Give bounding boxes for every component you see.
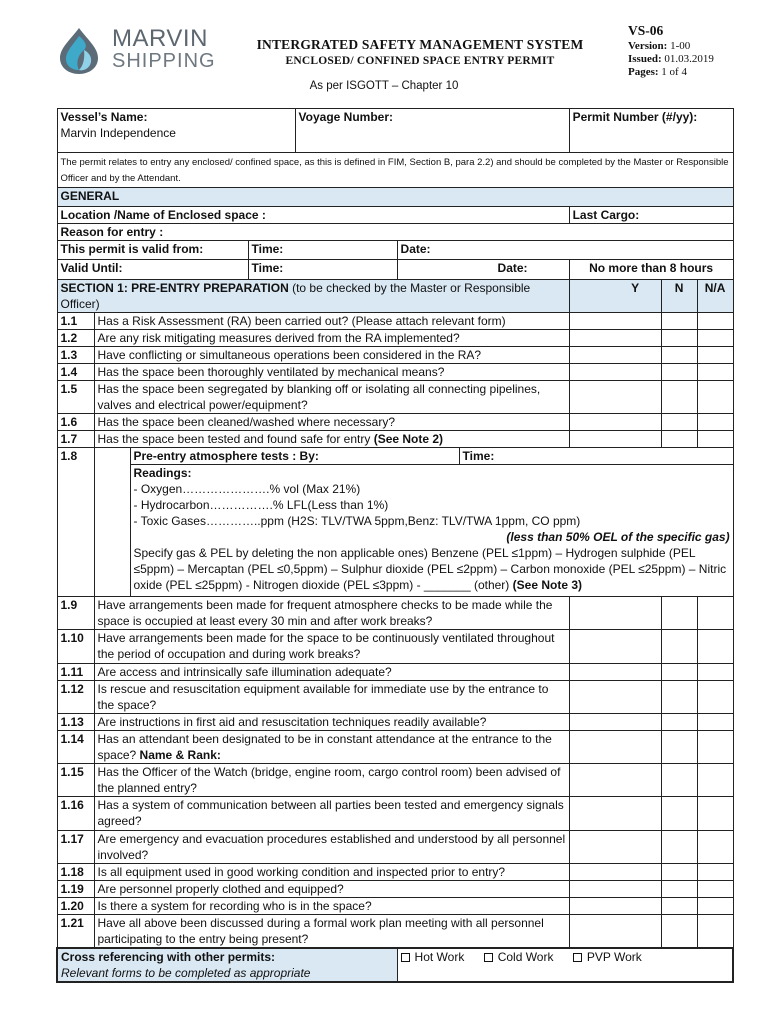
answer-n-cell[interactable]: [661, 313, 697, 330]
question-note: (See Note 2): [370, 432, 444, 446]
table-row: [57, 915, 733, 949]
answer-y-cell[interactable]: [569, 864, 661, 881]
question-number: 1.5: [57, 381, 94, 414]
cross-ref-sublabel: Relevant forms to be completed as appropriate: [61, 966, 311, 980]
checkbox-icon[interactable]: [401, 953, 410, 962]
answer-na-cell[interactable]: [697, 831, 733, 864]
question-text: Have arrangements been made for the space to be continuously ventilated throughout the period of occupation and during work breaks?: [94, 630, 569, 664]
answer-na-cell[interactable]: [697, 731, 733, 764]
answer-y-cell[interactable]: [569, 898, 661, 915]
vessel-value: Marvin Independence: [60, 126, 176, 140]
answer-na-cell[interactable]: [697, 864, 733, 881]
section1-title: SECTION 1: PRE-ENTRY PREPARATION: [60, 281, 289, 295]
table-row: [57, 864, 733, 881]
answer-y-cell[interactable]: [569, 664, 661, 681]
question-number: 1.18: [57, 864, 94, 881]
valid-from-label: This permit is valid from:: [57, 241, 248, 260]
question-text: Have all above been discussed during a formal work plan meeting with all personnel participating to the entry being present?: [94, 915, 569, 949]
answer-y-cell[interactable]: [569, 330, 661, 347]
table-row: [57, 465, 733, 597]
subtitle: As per ISGOTT – Chapter 10: [309, 80, 459, 92]
valid-until-date-field[interactable]: Date:: [397, 260, 569, 280]
col-y-header: [569, 280, 661, 313]
table-row: [57, 681, 733, 714]
answer-y-cell[interactable]: [569, 381, 661, 414]
table-row: [57, 898, 733, 915]
pages-value: 1 of 4: [661, 66, 687, 78]
question-text: Are emergency and evacuation procedures established and understood by all personnel involved?: [94, 831, 569, 864]
atmosphere-tests-by-field[interactable]: Pre-entry atmosphere tests : By:: [130, 448, 459, 465]
answer-n-cell[interactable]: [661, 714, 697, 731]
section1-subtitle: (to be checked by the Master or Responsible Officer): [60, 281, 531, 311]
max-hours-note: No more than 8 hours: [569, 260, 733, 280]
issued-value: 01.03.2019: [664, 53, 714, 65]
question-number: 1.13: [57, 714, 94, 731]
section1-heading: [57, 280, 569, 313]
answer-na-cell[interactable]: [697, 630, 733, 664]
question-number: 1.10: [57, 630, 94, 664]
table-row: [57, 381, 733, 414]
table-row: [57, 714, 733, 731]
answer-na-cell[interactable]: [697, 915, 733, 949]
answer-na-cell[interactable]: [697, 330, 733, 347]
last-cargo-field[interactable]: Last Cargo:: [569, 207, 733, 224]
option-hot-work[interactable]: [401, 950, 465, 964]
table-row: [57, 764, 733, 797]
question-text: Are access and intrinsically safe illumination adequate?: [94, 664, 569, 681]
table-row: [57, 831, 733, 864]
question-number: 1.6: [57, 414, 94, 431]
answer-na-cell[interactable]: [697, 664, 733, 681]
question-text: Has a Risk Assessment (RA) been carried out? (Please attach relevant form): [94, 313, 569, 330]
vessel-cell[interactable]: [57, 109, 295, 153]
answer-na-cell[interactable]: [697, 414, 733, 431]
answer-y-cell[interactable]: [569, 764, 661, 797]
option-cold-work[interactable]: [484, 950, 554, 964]
permit-options-cell: [397, 948, 733, 982]
cross-ref-cell: [57, 948, 397, 982]
table-row: [57, 448, 733, 465]
question-number: 1.16: [57, 797, 94, 831]
question-text-cell: [94, 731, 569, 764]
question-number: 1.4: [57, 364, 94, 381]
question-text: Has an attendant been designated to be in constant attendance at the entrance to the space?: [97, 732, 552, 762]
answer-na-cell[interactable]: [697, 347, 733, 364]
reason-field[interactable]: Reason for entry :: [57, 224, 733, 241]
readings-cell: [130, 465, 733, 597]
option-pvp-work-label: PVP Work: [586, 950, 642, 964]
answer-n-cell[interactable]: [661, 347, 697, 364]
answer-n-cell[interactable]: [661, 431, 697, 448]
answer-n-cell[interactable]: [661, 330, 697, 347]
question-text: Is there a system for recording who is in the space?: [94, 898, 569, 915]
col-na-header: N/A: [697, 280, 733, 313]
answer-y-cell[interactable]: [569, 714, 661, 731]
question-number: 1.7: [57, 431, 94, 448]
question-note: Name & Rank:: [136, 748, 221, 762]
answer-na-cell[interactable]: [697, 381, 733, 414]
answer-na-cell[interactable]: [697, 597, 733, 630]
question-text: Are instructions in first aid and resuscitation techniques readily available?: [94, 714, 569, 731]
col-y-label: Y: [631, 281, 640, 295]
answer-n-cell[interactable]: [661, 731, 697, 764]
reading-hydrocarbon: - Hydrocarbon…………….% LFL(Less than 1%): [133, 498, 389, 512]
question-number: 1.19: [57, 881, 94, 898]
answer-n-cell[interactable]: [661, 381, 697, 414]
valid-from-date-field[interactable]: Date:: [397, 241, 733, 260]
marvin-drop-logo-icon: [54, 26, 104, 76]
reading-toxic-gases: - Toxic Gases…………..ppm (H2S: TLV/TWA 5ppm,Benz: TLV/TWA 1ppm, CO ppm): [133, 514, 581, 528]
answer-y-cell[interactable]: [569, 681, 661, 714]
answer-na-cell[interactable]: [697, 681, 733, 714]
answer-n-cell[interactable]: [661, 597, 697, 630]
voyage-cell[interactable]: Voyage Number:: [295, 109, 569, 153]
answer-n-cell[interactable]: [661, 764, 697, 797]
answer-y-cell[interactable]: [569, 364, 661, 381]
table-row: [57, 797, 733, 831]
option-pvp-work[interactable]: [573, 950, 642, 964]
answer-y-cell[interactable]: [569, 431, 661, 448]
question-number: 1.20: [57, 898, 94, 915]
answer-y-cell[interactable]: [569, 347, 661, 364]
option-cold-work-label: Cold Work: [497, 950, 554, 964]
page-header: [0, 0, 768, 110]
answer-n-cell[interactable]: [661, 630, 697, 664]
answer-n-cell[interactable]: [661, 414, 697, 431]
question-number: 1.2: [57, 330, 94, 347]
valid-until-time-field[interactable]: Time:: [248, 260, 397, 280]
answer-n-cell[interactable]: [661, 881, 697, 898]
specify-gas: Specify gas & PEL by deleting the non applicable ones) Benzene (PEL ≤1ppm) – Hydrogen sulphide (PEL ≤5ppm) – Mercaptan (PEL ≤0,5ppm) – Sulphur dioxide (PEL ≤2ppm) – Carbon monoxide (PEL ≤25ppm) – Nitric oxide (PEL ≤25ppm) - Nitrogen dioxide (PEL ≤3ppm) - _______ (other): [133, 546, 727, 592]
answer-n-cell[interactable]: [661, 831, 697, 864]
version-value: 1-00: [670, 40, 691, 52]
question-text: Has the space been thoroughly ventilated by mechanical means?: [94, 364, 569, 381]
table-row: [57, 630, 733, 664]
question-number: 1.8: [57, 448, 94, 597]
answer-y-cell[interactable]: [569, 630, 661, 664]
brand-line-2: SHIPPING: [112, 50, 216, 72]
question-text: Has the Officer of the Watch (bridge, engine room, cargo control room) been advised of the planned entry?: [94, 764, 569, 797]
answer-y-cell[interactable]: [569, 597, 661, 630]
question-number: 1.9: [57, 597, 94, 630]
question-text: Has a system of communication between all parties been tested and emergency signals agreed?: [94, 797, 569, 831]
question-indent-cell: [94, 448, 130, 597]
option-hot-work-label: Hot Work: [414, 950, 465, 964]
question-number: 1.17: [57, 831, 94, 864]
answer-na-cell[interactable]: [697, 898, 733, 915]
question-text-cell: [94, 431, 569, 448]
answer-n-cell[interactable]: [661, 664, 697, 681]
table-row: [57, 597, 733, 630]
answer-y-cell[interactable]: [569, 731, 661, 764]
checkbox-icon[interactable]: [573, 953, 582, 962]
answer-y-cell[interactable]: [569, 414, 661, 431]
answer-na-cell[interactable]: [697, 313, 733, 330]
table-row: [57, 364, 733, 381]
permit-form: [56, 108, 734, 983]
table-row: [57, 431, 733, 448]
answer-n-cell[interactable]: [661, 864, 697, 881]
vessel-label: Vessel’s Name:: [60, 110, 148, 124]
question-text: Are personnel properly clothed and equipped?: [94, 881, 569, 898]
answer-n-cell[interactable]: [661, 364, 697, 381]
answer-na-cell[interactable]: [697, 714, 733, 731]
question-text: Has the space been tested and found safe for entry: [97, 432, 371, 446]
table-row: [57, 330, 733, 347]
question-text: Are any risk mitigating measures derived from the RA implemented?: [94, 330, 569, 347]
answer-y-cell[interactable]: [569, 915, 661, 949]
pages-label: Pages:: [628, 66, 659, 78]
valid-from-time-field[interactable]: Time:: [248, 241, 397, 260]
table-row: [57, 347, 733, 364]
question-number: 1.21: [57, 915, 94, 949]
table-row: [57, 731, 733, 764]
reading-oxygen: - Oxygen………………….% vol (Max 21%): [133, 482, 361, 496]
question-text: Is rescue and resuscitation equipment available for immediate use by the entrance to the space?: [94, 681, 569, 714]
checkbox-icon[interactable]: [484, 953, 493, 962]
general-heading: GENERAL: [57, 188, 733, 207]
cross-ref-label: Cross referencing with other permits:: [61, 950, 276, 964]
question-number: 1.1: [57, 313, 94, 330]
question-number: 1.12: [57, 681, 94, 714]
answer-na-cell[interactable]: [697, 797, 733, 831]
document-titles: [240, 37, 600, 67]
system-title: INTERGRATED SAFETY MANAGEMENT SYSTEM: [256, 37, 584, 52]
question-number: 1.11: [57, 664, 94, 681]
permit-number-cell[interactable]: Permit Number (#/yy):: [569, 109, 733, 153]
col-n-header: N: [661, 280, 697, 313]
answer-n-cell[interactable]: [661, 681, 697, 714]
question-number: 1.15: [57, 764, 94, 797]
question-text: Have arrangements been made for frequent atmosphere checks to be made while the space is occupied at least every 30 min and after work breaks?: [94, 597, 569, 630]
question-text: Have conflicting or simultaneous operations been considered in the RA?: [94, 347, 569, 364]
answer-y-cell[interactable]: [569, 313, 661, 330]
version-label: Version:: [628, 40, 668, 52]
valid-until-label: Valid Until:: [57, 260, 248, 280]
answer-na-cell[interactable]: [697, 881, 733, 898]
question-text: Has the space been segregated by blanking off or isolating all connecting pipelines, valves and electrical power/equipment?: [94, 381, 569, 414]
permit-title: ENCLOSED/ CONFINED SPACE ENTRY PERMIT: [285, 55, 555, 67]
table-row: [57, 881, 733, 898]
table-row: [57, 313, 733, 330]
doc-code: VS-06: [628, 23, 664, 38]
readings-label: Readings:: [133, 466, 192, 480]
table-row: [57, 414, 733, 431]
question-number: 1.3: [57, 347, 94, 364]
specify-gas-text: [134, 545, 730, 593]
answer-n-cell[interactable]: [661, 797, 697, 831]
oel-note: (less than 50% OEL of the specific gas): [506, 530, 730, 544]
answer-na-cell[interactable]: [697, 364, 733, 381]
table-row: [57, 664, 733, 681]
document-info: [628, 24, 714, 79]
issued-label: Issued:: [628, 53, 662, 65]
question-number: 1.14: [57, 731, 94, 764]
atmosphere-tests-time-field[interactable]: Time:: [459, 448, 733, 465]
specify-note: (See Note 3): [509, 578, 582, 592]
location-field[interactable]: Location /Name of Enclosed space :: [57, 207, 569, 224]
answer-n-cell[interactable]: [661, 915, 697, 949]
answer-y-cell[interactable]: [569, 831, 661, 864]
answer-na-cell[interactable]: [697, 764, 733, 797]
answer-na-cell[interactable]: [697, 431, 733, 448]
brand-line-1: MARVIN: [112, 25, 208, 52]
answer-n-cell[interactable]: [661, 898, 697, 915]
question-text: Is all equipment used in good working condition and inspected prior to entry?: [94, 864, 569, 881]
answer-y-cell[interactable]: [569, 881, 661, 898]
question-text: Has the space been cleaned/washed where necessary?: [94, 414, 569, 431]
brand-name: [112, 25, 216, 72]
permit-note: The permit relates to entry any enclosed/ confined space, as this is defined in FIM, Section B, para 2.2) and should be completed by the Master or Responsible Officer and by the Attendant.: [57, 153, 733, 188]
answer-y-cell[interactable]: [569, 797, 661, 831]
